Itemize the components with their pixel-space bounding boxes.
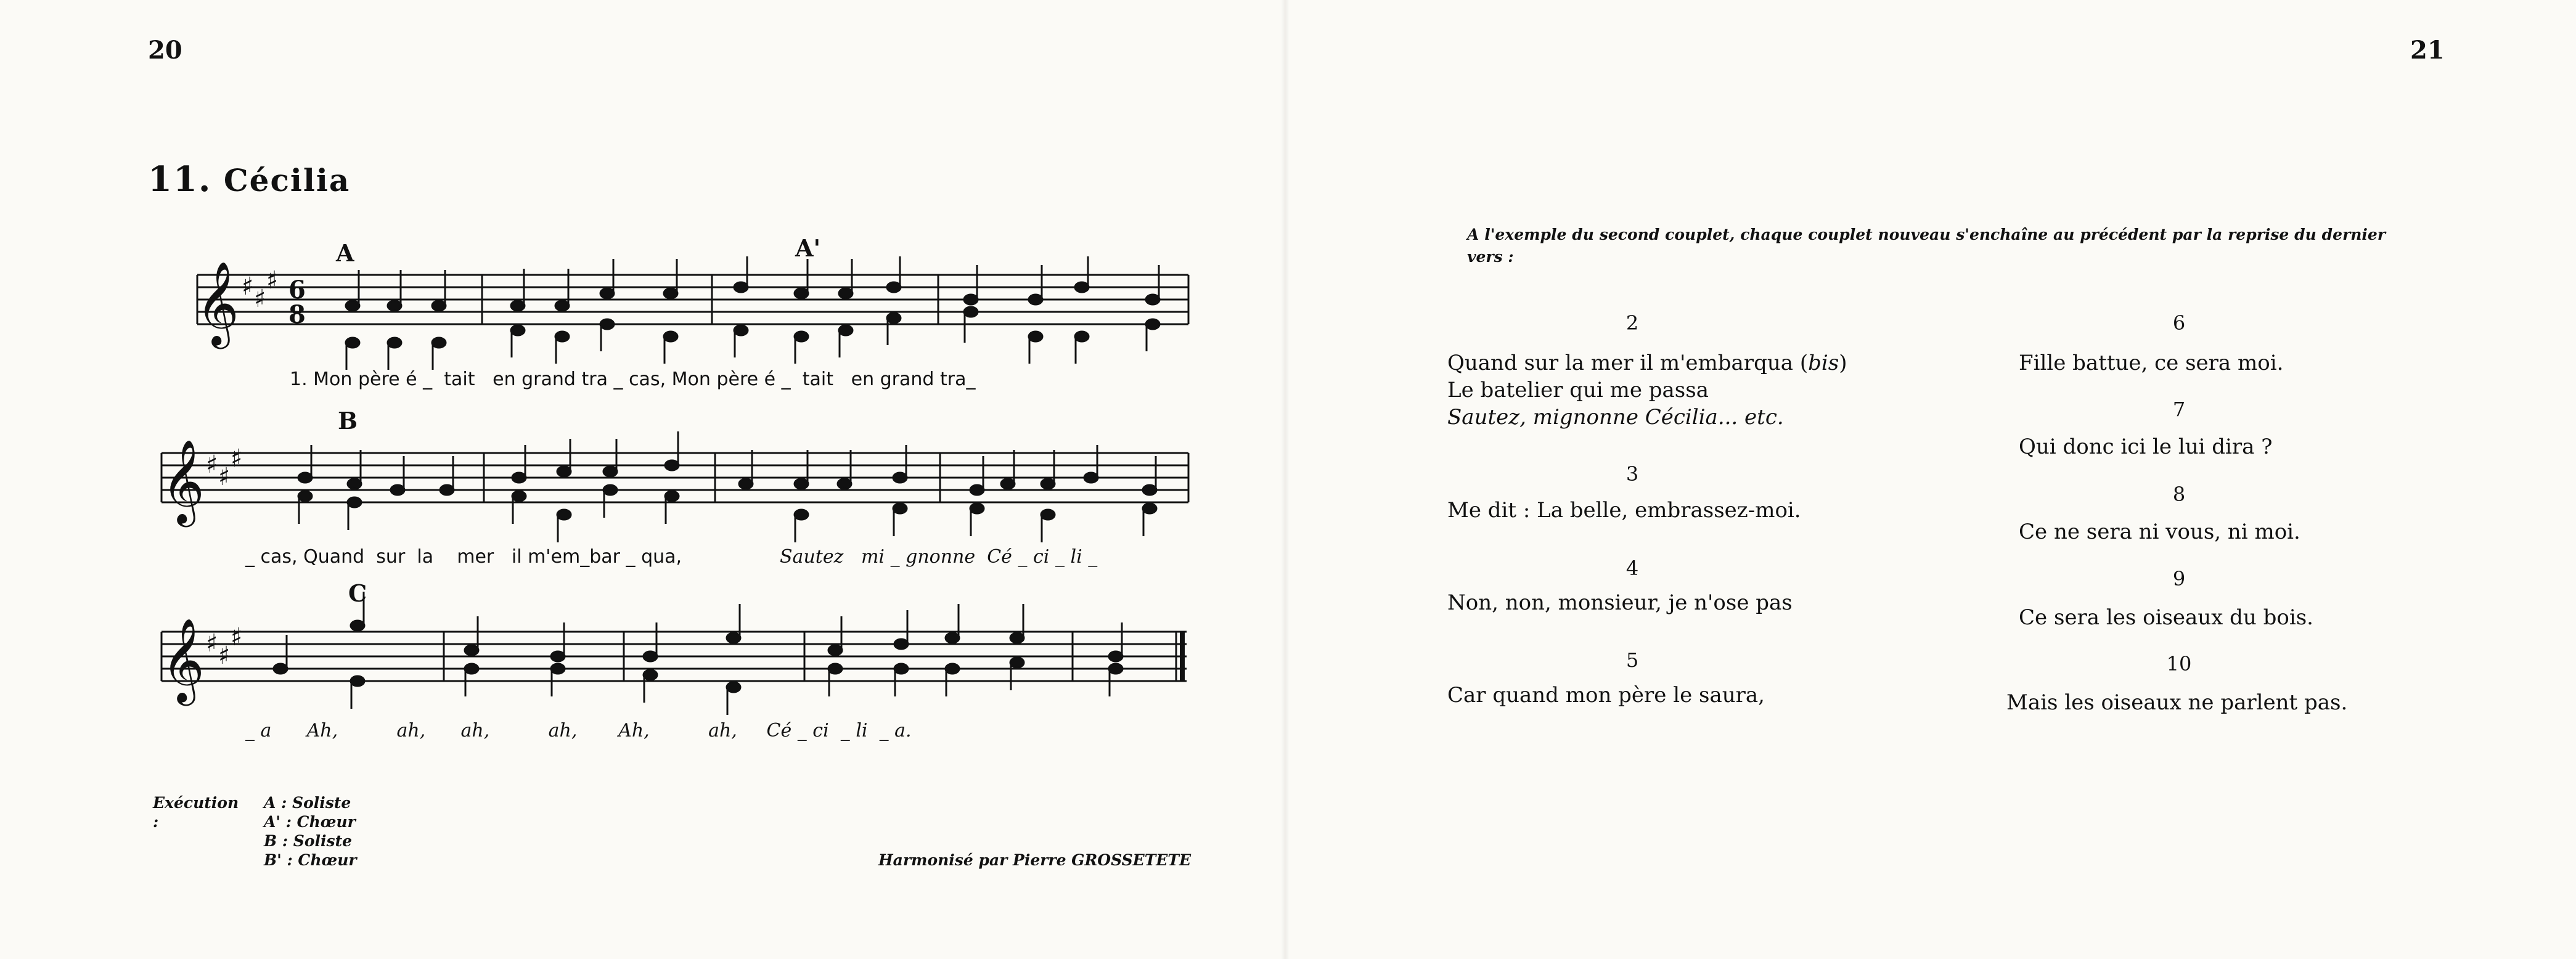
section-a-prime-label: A' bbox=[795, 234, 821, 262]
verse-number: 5 bbox=[1625, 648, 1639, 672]
svg-text:♯: ♯ bbox=[242, 272, 254, 301]
time-sig-top: 6 bbox=[288, 275, 306, 304]
verse-line: Qui donc ici le lui dira ? bbox=[2019, 435, 2273, 459]
execution-item: A' : Chœur bbox=[264, 813, 356, 831]
section-c-label: C bbox=[348, 579, 367, 607]
section-a-label: A bbox=[336, 239, 354, 267]
svg-text:♯: ♯ bbox=[231, 444, 243, 473]
verse-line: Sautez, mignonne Cécilia... etc. bbox=[1447, 405, 1784, 430]
execution-label: Exécution : bbox=[153, 794, 239, 831]
verse-line: Fille battue, ce sera moi. bbox=[2019, 351, 2284, 375]
verse-line: Non, non, monsieur, je n'ose pas bbox=[1447, 590, 1793, 615]
svg-text:♯: ♯ bbox=[218, 463, 231, 491]
svg-text:♯: ♯ bbox=[266, 266, 279, 295]
verse-number: 10 bbox=[2166, 652, 2192, 675]
execution-item: A : Soliste bbox=[264, 794, 351, 812]
notes-staff-2 bbox=[298, 431, 1156, 542]
verse-number: 4 bbox=[1625, 557, 1639, 580]
verse-number: 6 bbox=[2172, 311, 2186, 335]
clef-key-1 bbox=[196, 260, 306, 349]
verse-number: 7 bbox=[2172, 398, 2186, 421]
verse-number: 8 bbox=[2172, 483, 2186, 506]
verse-line: Quand sur la mer il m'embarqua (bis) bbox=[1447, 351, 1847, 375]
svg-text:♯: ♯ bbox=[206, 451, 218, 479]
verse-line: Me dit : La belle, embrassez-moi. bbox=[1447, 498, 1801, 523]
left-page bbox=[0, 0, 1285, 959]
clef-key-3 bbox=[162, 617, 242, 706]
execution-item: B' : Chœur bbox=[264, 851, 357, 869]
lyrics-line-2: _ cas, Quand sur la mer il m'em_bar _ qua, bbox=[245, 546, 682, 568]
song-name: Cécilia bbox=[223, 162, 351, 198]
treble-clef-icon: 𝄞 bbox=[162, 617, 205, 702]
verse-line: Ce ne sera ni vous, ni moi. bbox=[2019, 520, 2300, 544]
verse-number: 3 bbox=[1625, 462, 1639, 486]
staff-3 bbox=[162, 632, 1187, 681]
verse-line: Mais les oiseaux ne parlent pas. bbox=[2006, 690, 2348, 715]
arranger-credit: Harmonisé par Pierre GROSSETETE bbox=[878, 851, 1192, 869]
page-number-right: 21 bbox=[2410, 36, 2445, 65]
section-b-label: B bbox=[338, 407, 358, 435]
svg-text:♯: ♯ bbox=[231, 623, 243, 651]
lyrics-line-1: 1. Mon père é _ tait en grand tra _ cas, Mon père é _ tait en grand tra_ bbox=[290, 369, 976, 390]
treble-clef-icon: 𝄞 bbox=[162, 438, 205, 523]
treble-clef-icon: 𝄞 bbox=[196, 260, 239, 345]
execution-list bbox=[264, 793, 357, 870]
verse-line: Car quand mon père le saura, bbox=[1447, 683, 1765, 708]
lyrics-line-2-italic: Sautez mi _ gnonne Cé _ ci _ li _ bbox=[780, 546, 1098, 568]
notes-staff-3 bbox=[274, 592, 1122, 715]
verse-number: 2 bbox=[1625, 311, 1639, 335]
verse-line: Le batelier qui me passa bbox=[1447, 378, 1709, 402]
clef-key-2 bbox=[162, 438, 242, 527]
svg-text:♯: ♯ bbox=[206, 629, 218, 658]
verse-line: Ce sera les oiseaux du bois. bbox=[2019, 605, 2313, 630]
intro-text: A l'exemple du second couplet, chaque couplet nouveau s'enchaîne au précédent par la reprise du dernier vers : bbox=[1467, 226, 2386, 266]
time-sig-bottom: 8 bbox=[288, 300, 306, 329]
notes-staff-1 bbox=[346, 256, 1159, 370]
svg-text:♯: ♯ bbox=[218, 642, 231, 670]
execution-item: B : Soliste bbox=[264, 832, 353, 850]
verse-number: 9 bbox=[2172, 567, 2186, 590]
svg-text:♯: ♯ bbox=[254, 285, 266, 313]
song-number: 11. bbox=[148, 159, 212, 200]
page-number-left: 20 bbox=[148, 36, 182, 65]
lyrics-line-3: _ a Ah, ah, ah, ah, Ah, ah, Cé _ ci _ li _ a. bbox=[245, 720, 912, 741]
